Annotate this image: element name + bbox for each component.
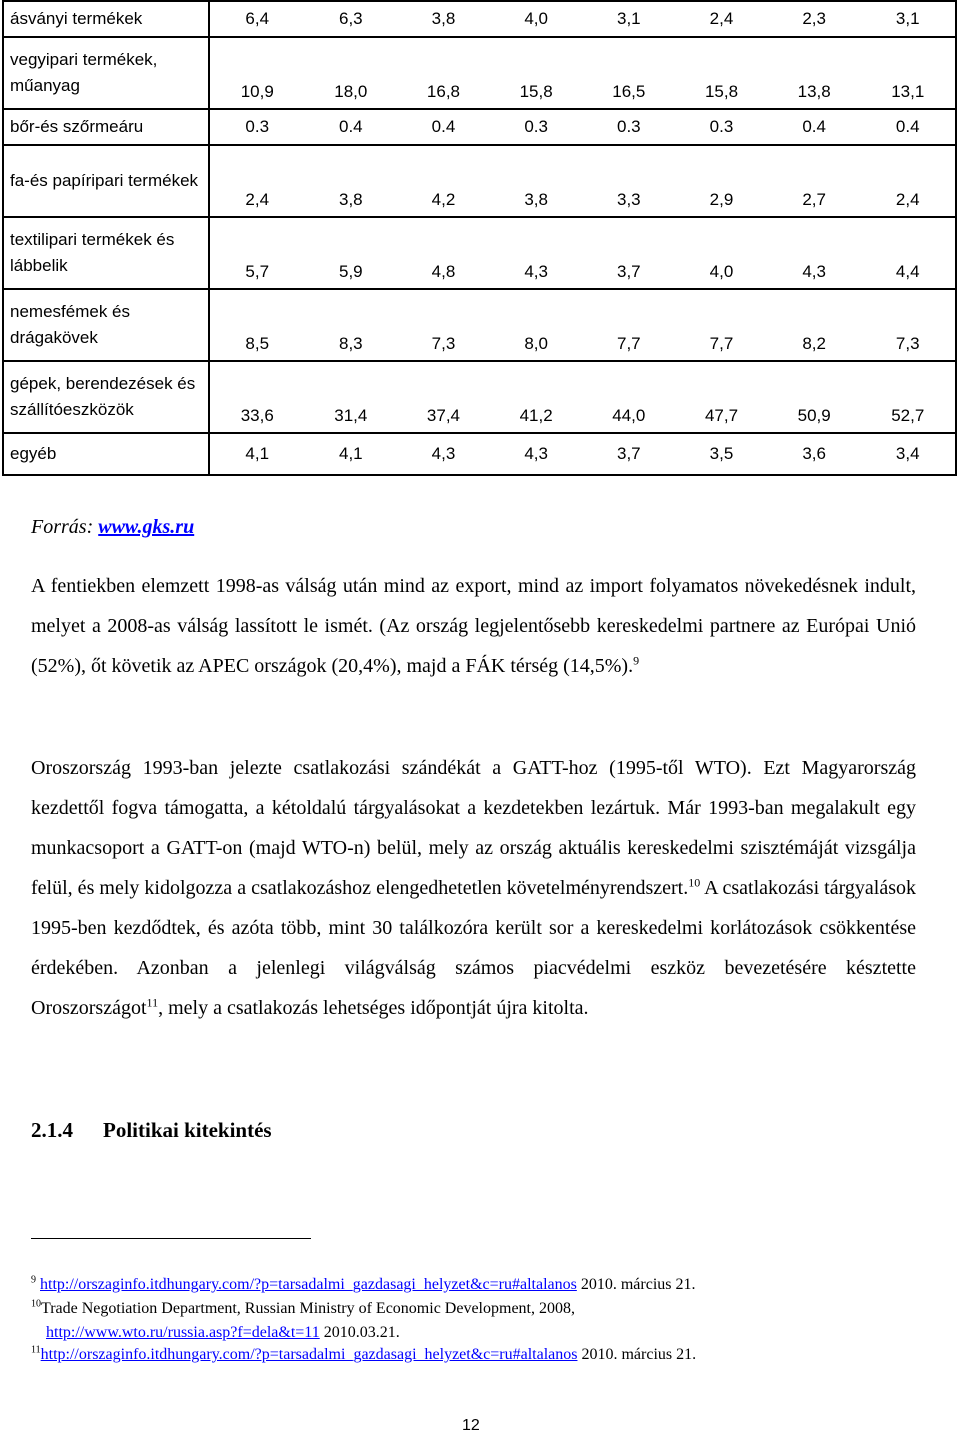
table-cell: 0.4 xyxy=(397,109,490,145)
table-cell: 0.3 xyxy=(490,109,583,145)
paragraph-text: A fentiekben elemzett 1998-as válság után mind az export, mind az import folyamatos növekedésnek indult, melyet a 2008-as válság lassított le ismét. (Az ország legjelentősebb kereskedelmi partnere az Európai Unió (52%), őt követik az APEC országok (20,4%), majd a FÁK térség (14,5%). xyxy=(31,575,916,677)
section-title: Politikai kitekintés xyxy=(103,1118,272,1142)
trade-structure-table xyxy=(2,0,957,476)
footnote-text: Trade Negotiation Department, Russian Ministry of Economic Development, 2008, xyxy=(41,1300,575,1317)
footnote-link[interactable]: http://orszaginfo.itdhungary.com/?p=tarsadalmi_gazdasagi_helyzet&c=ru#altalanos xyxy=(40,1276,577,1293)
paragraph-wto-accession xyxy=(31,748,916,1028)
table-cell: 8,0 xyxy=(490,289,583,361)
table-cell: 4,3 xyxy=(490,433,583,475)
footnote-number: 9 xyxy=(31,1274,36,1286)
table-cell: 4,3 xyxy=(768,217,861,289)
table-cell: 0.4 xyxy=(861,109,957,145)
table-cell: 7,7 xyxy=(582,289,675,361)
footnote-ref[interactable]: 11 xyxy=(146,995,159,1010)
table-row xyxy=(3,217,956,289)
row-label: vegyipari termékek, műanyag xyxy=(3,37,209,109)
table-row xyxy=(3,109,956,145)
footnote-number: 11 xyxy=(31,1344,41,1356)
table-cell: 41,2 xyxy=(490,361,583,433)
footnote-ref[interactable]: 9 xyxy=(633,653,640,668)
table-cell: 4,2 xyxy=(397,145,490,217)
footnote-date: 2010. március 21. xyxy=(577,1346,697,1363)
table-cell: 6,4 xyxy=(209,1,304,37)
row-label: gépek, berendezések és szállítóeszközök xyxy=(3,361,209,433)
paragraph-trade-growth xyxy=(31,566,916,686)
table-cell: 8,3 xyxy=(304,289,397,361)
footnote-separator xyxy=(31,1238,311,1239)
source-line xyxy=(31,516,194,539)
table-cell: 3,8 xyxy=(304,145,397,217)
table-cell: 16,5 xyxy=(582,37,675,109)
section-heading xyxy=(31,1118,272,1143)
table-cell: 3,1 xyxy=(582,1,675,37)
row-label: ásványi termékek xyxy=(3,1,209,37)
table-row xyxy=(3,361,956,433)
footnote-date: 2010. március 21. xyxy=(576,1276,696,1293)
table-cell: 13,8 xyxy=(768,37,861,109)
row-label: textilipari termékek és lábbelik xyxy=(3,217,209,289)
table-cell: 0.3 xyxy=(675,109,768,145)
table-row xyxy=(3,433,956,475)
table-cell: 4,1 xyxy=(209,433,304,475)
table-cell: 3,7 xyxy=(582,433,675,475)
footnote-date: 2010.03.21. xyxy=(319,1324,400,1341)
table-cell: 10,9 xyxy=(209,37,304,109)
table-cell: 6,3 xyxy=(304,1,397,37)
table-cell: 8,5 xyxy=(209,289,304,361)
table-cell: 5,9 xyxy=(304,217,397,289)
table-row xyxy=(3,289,956,361)
table-cell: 33,6 xyxy=(209,361,304,433)
paragraph-text: A csatlakozási tárgyalások 1995-ben kezdődtek, és azóta több, mint 30 találkozóra került sor a kereskedelmi korlátozások csökkentése érdekében. Azonban a jelenlegi világválság számos piacvédelmi eszköz bevezetésére késztette Oroszországot xyxy=(31,877,916,1019)
table-cell: 0.4 xyxy=(304,109,397,145)
table-cell: 44,0 xyxy=(582,361,675,433)
table-row xyxy=(3,145,956,217)
footnote-10-link-line xyxy=(46,1324,400,1342)
footnote-ref[interactable]: 10 xyxy=(688,875,701,890)
paragraph-text: Oroszország 1993-ban jelezte csatlakozási szándékát a GATT-hoz (1995-től WTO). Ezt Magyarország kezdettől fogva támogatta, a kétoldalú tárgyalásokat a kezdetekben lezártuk. Már 1993-ban megalakult egy munkacsoport a GATT-on (majd WTO-n) belül, mely az ország aktuális kereskedelmi szisztémáját vizsgálja felül, és mely kidolgozza a csatlakozáshoz elengedhetetlen követelményrendszert. xyxy=(31,757,916,899)
table-cell: 7,7 xyxy=(675,289,768,361)
source-link[interactable]: www.gks.ru xyxy=(98,516,195,538)
table-cell: 7,3 xyxy=(397,289,490,361)
table-cell: 15,8 xyxy=(675,37,768,109)
table-cell: 4,4 xyxy=(861,217,957,289)
table-cell: 2,9 xyxy=(675,145,768,217)
table-cell: 3,6 xyxy=(768,433,861,475)
table-cell: 0.3 xyxy=(582,109,675,145)
table-cell: 2,4 xyxy=(675,1,768,37)
footnote-number: 10 xyxy=(31,1298,41,1310)
source-label: Forrás: xyxy=(31,516,99,538)
table-cell: 4,3 xyxy=(490,217,583,289)
table-cell: 31,4 xyxy=(304,361,397,433)
row-label: bőr-és szőrmeáru xyxy=(3,109,209,145)
footnote-link[interactable]: http://orszaginfo.itdhungary.com/?p=tarsadalmi_gazdasagi_helyzet&c=ru#altalanos xyxy=(40,1346,578,1363)
section-number: 2.1.4 xyxy=(31,1118,73,1142)
paragraph-text: , mely a csatlakozás lehetséges időpontját újra kitolta. xyxy=(158,997,589,1019)
table-row xyxy=(3,1,956,37)
table-row xyxy=(3,37,956,109)
table-cell: 0.4 xyxy=(768,109,861,145)
table-cell: 18,0 xyxy=(304,37,397,109)
table-cell: 3,3 xyxy=(582,145,675,217)
page-number: 12 xyxy=(462,1417,480,1434)
table-cell: 16,8 xyxy=(397,37,490,109)
table-cell: 50,9 xyxy=(768,361,861,433)
table-cell: 13,1 xyxy=(861,37,957,109)
table-cell: 15,8 xyxy=(490,37,583,109)
table-cell: 3,8 xyxy=(490,145,583,217)
table-cell: 0.3 xyxy=(209,109,304,145)
table-cell: 3,8 xyxy=(397,1,490,37)
table-cell: 3,1 xyxy=(861,1,957,37)
footnote-11 xyxy=(31,1346,696,1364)
table-cell: 4,3 xyxy=(397,433,490,475)
table-cell: 2,4 xyxy=(861,145,957,217)
footnote-10 xyxy=(31,1300,575,1318)
table-cell: 3,5 xyxy=(675,433,768,475)
table-cell: 7,3 xyxy=(861,289,957,361)
row-label: fa-és papíripari termékek xyxy=(3,145,209,217)
footnote-9 xyxy=(31,1276,696,1294)
table-cell: 47,7 xyxy=(675,361,768,433)
row-label: nemesfémek és drágakövek xyxy=(3,289,209,361)
table-cell: 4,8 xyxy=(397,217,490,289)
table-cell: 4,1 xyxy=(304,433,397,475)
table-cell: 2,4 xyxy=(209,145,304,217)
table-cell: 52,7 xyxy=(861,361,957,433)
table-cell: 4,0 xyxy=(490,1,583,37)
table-cell: 2,7 xyxy=(768,145,861,217)
footnote-link[interactable]: http://www.wto.ru/russia.asp?f=dela&t=11 xyxy=(46,1324,320,1341)
table-cell: 4,0 xyxy=(675,217,768,289)
table-cell: 3,4 xyxy=(861,433,957,475)
table-cell: 3,7 xyxy=(582,217,675,289)
table-cell: 2,3 xyxy=(768,1,861,37)
table-cell: 5,7 xyxy=(209,217,304,289)
table-cell: 8,2 xyxy=(768,289,861,361)
row-label: egyéb xyxy=(3,433,209,475)
table-cell: 37,4 xyxy=(397,361,490,433)
